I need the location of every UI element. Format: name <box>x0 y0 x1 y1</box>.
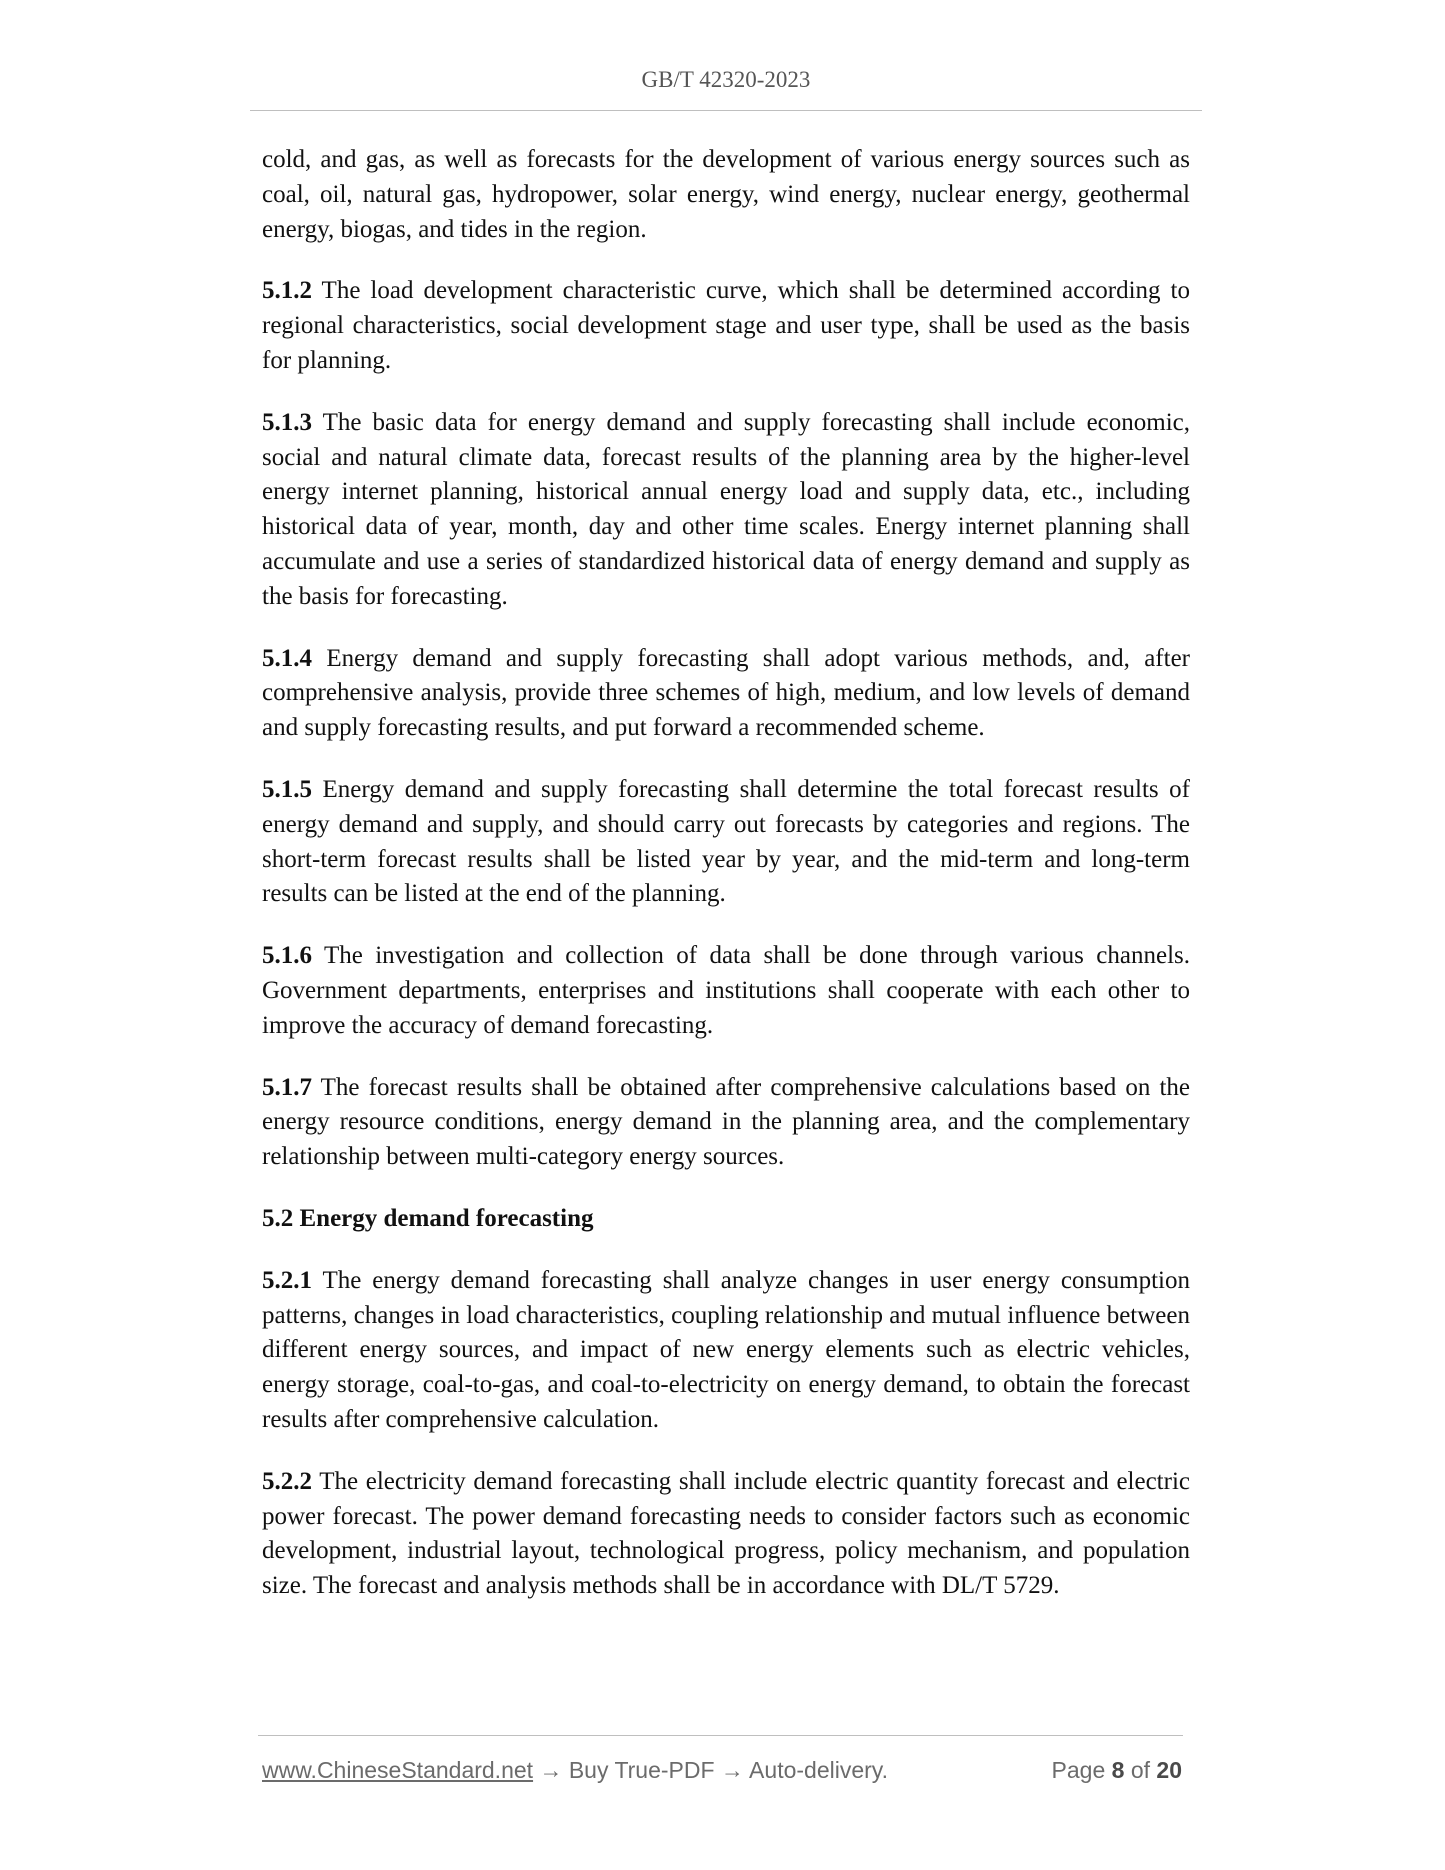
clause-number: 5.1.2 <box>262 277 312 305</box>
clause-text: The basic data for energy demand and supply forecasting shall include economic, social and natural climate data, forecast results of the planning area by the higher-level energy internet planning, historical annual energy load and supply data, etc., including historical data of year, month, day and other time scales. Energy internet planning shall accumulate and use a series of standardized historical data of energy demand and supply as the basis for forecasting. <box>262 408 1190 610</box>
page-prefix: Page <box>1051 1757 1112 1783</box>
clause-number: 5.1.3 <box>262 408 312 436</box>
page-number <box>1052 1753 1182 1787</box>
clause-5-1-7 <box>262 1071 1190 1175</box>
clause-text: The energy demand forecasting shall analyze changes in user energy consumption patterns, changes in load characteristics, coupling relationship and mutual influence between different energy sources, and impact of new energy elements such as electric vehicles, energy storage, coal-to-gas, and coal-to-electricity on energy demand, to obtain the forecast results after comprehensive calculation. <box>262 1266 1190 1433</box>
header-divider <box>250 110 1202 111</box>
page-of: of <box>1124 1757 1157 1783</box>
clause-number: 5.1.7 <box>262 1073 312 1101</box>
website-link[interactable]: www.ChineseStandard.net <box>262 1757 534 1783</box>
clause-text: The forecast results shall be obtained after comprehensive calculations based on the energy resource conditions, energy demand in the planning area, and the complementary relationship between multi-category energy sources. <box>262 1073 1190 1171</box>
clause-5-1-2 <box>262 274 1190 378</box>
paragraph-continuation: cold, and gas, as well as forecasts for the development of various energy sources such as coal, oil, natural gas, hydropower, solar energy, wind energy, nuclear energy, geothermal energy, biogas, and tides in the region. <box>262 146 1190 243</box>
clause-5-1-4 <box>262 642 1190 746</box>
clause-5-2-1 <box>262 1264 1190 1438</box>
page-header: GB/T 42320-2023 <box>641 67 811 92</box>
document-body <box>262 143 1190 1631</box>
clause-text: The investigation and collection of data shall be done through various channels. Government departments, enterprises and institutions shall cooperate with each other to improve the accuracy of demand forecasting. <box>262 942 1190 1039</box>
clause-number: 5.2.1 <box>262 1266 312 1294</box>
page-total: 20 <box>1156 1757 1182 1783</box>
page-current: 8 <box>1111 1757 1125 1783</box>
footer-promo <box>262 1753 888 1787</box>
clause-5-1-6 <box>262 939 1190 1043</box>
clause-text: The load development characteristic curve, which shall be determined according to regional characteristics, social development stage and user type, shall be used as the basis for planning. <box>262 277 1190 374</box>
footer-divider <box>258 1735 1183 1736</box>
clause-text: Energy demand and supply forecasting shall adopt various methods, and, after comprehensive analysis, provide three schemes of high, medium, and low levels of demand and supply forecasting results, and put forward a recommended scheme. <box>262 644 1190 742</box>
clause-5-1-5 <box>262 773 1190 912</box>
clause-number: 5.1.5 <box>262 775 312 803</box>
clause-5-1-3 <box>262 406 1190 615</box>
clause-number: 5.1.6 <box>262 942 312 970</box>
clause-number: 5.2.2 <box>262 1467 312 1495</box>
clause-5-2-2 <box>262 1465 1190 1604</box>
footer-tagline: → Buy True-PDF → Auto-delivery. <box>533 1757 888 1783</box>
clause-text: The electricity demand forecasting shall include electric quantity forecast and electric power forecast. The power demand forecasting needs to consider factors such as economic development, industrial layout, technological progress, policy mechanism, and population size. The forecast and analysis methods shall be in accordance with DL/T 5729. <box>262 1467 1190 1600</box>
clause-number: 5.1.4 <box>262 644 312 672</box>
clause-text: Energy demand and supply forecasting shall determine the total forecast results of energy demand and supply, and should carry out forecasts by categories and regions. The short-term forecast results shall be listed year by year, and the mid-term and long-term results can be listed at the end of the planning. <box>262 775 1190 908</box>
page-footer <box>262 1753 1182 1787</box>
section-heading: 5.2 Energy demand forecasting <box>262 1204 594 1232</box>
